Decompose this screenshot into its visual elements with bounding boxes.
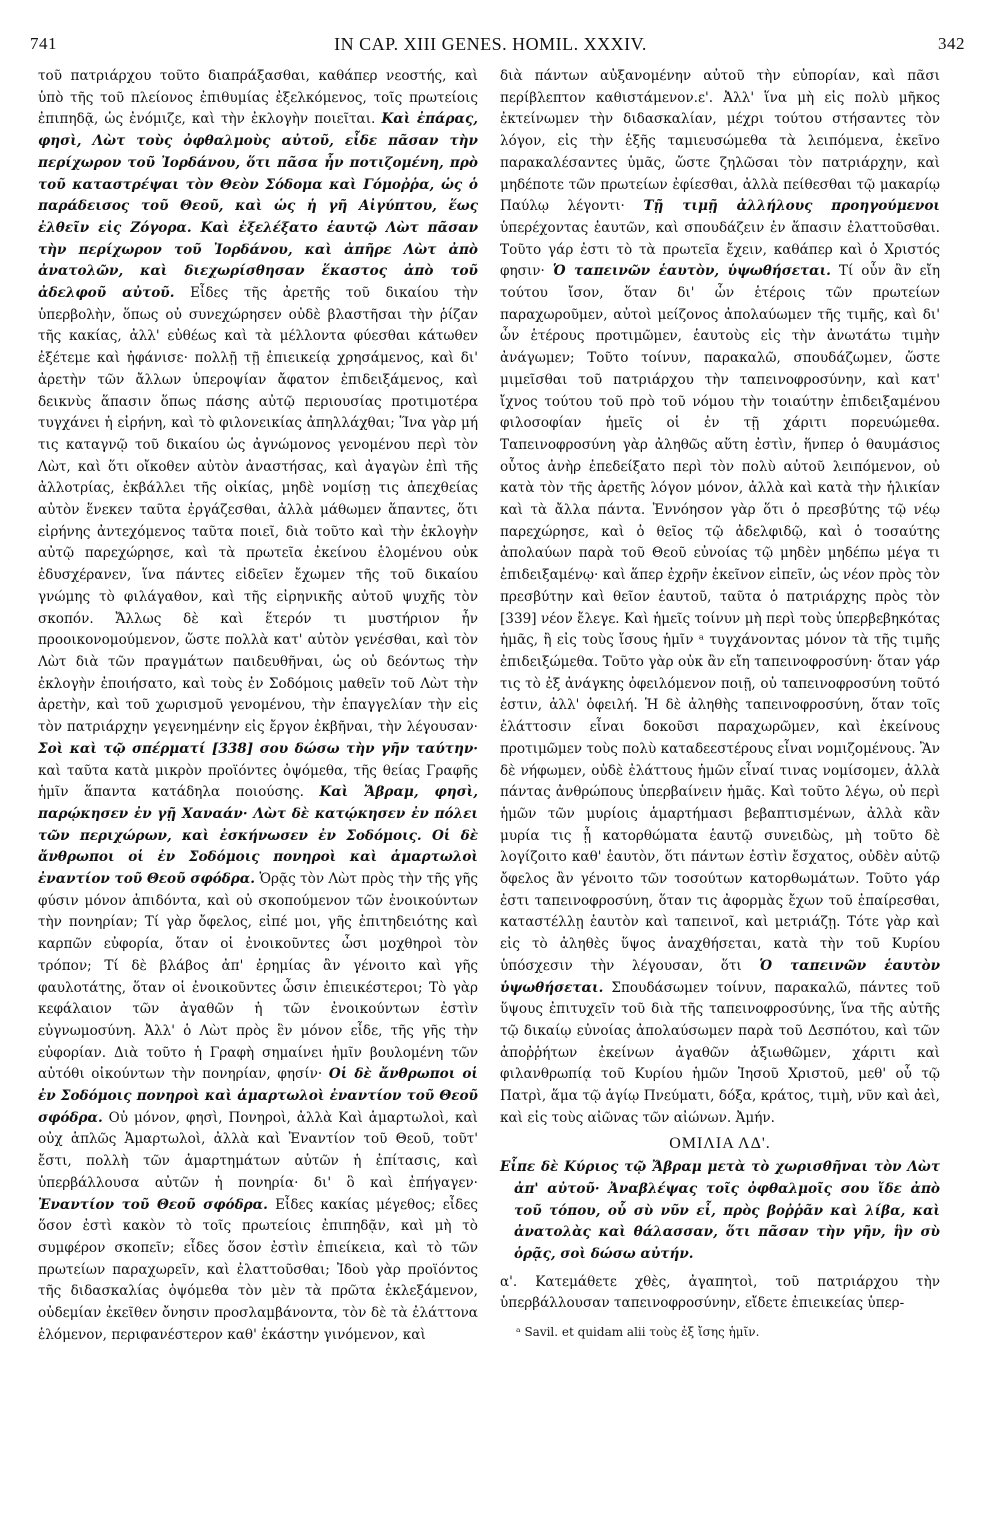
left-column-text [38,66,478,1346]
right-column-text [500,66,940,1129]
scripture-quote: Καὶ ἐπάρας, φησὶ, Λὼτ τοὺς ὀφθαλμοὺς αὐτοῦ, εἶδε πᾶσαν τὴν περίχωρον τοῦ Ἰορδάνου, ὅτι πᾶσα ἦν ποτιζομένη, πρὸ τοῦ καταστρέψαι τὸν Θεὸν Σόδομα καὶ Γόμοῤῥα, ὡς ὁ παράδεισος τοῦ Θεοῦ, καὶ ὡς ἡ γῆ Αἰγύπτου, ἕως ἐλθεῖν εἰς Ζόγορα. Καὶ ἐξελέξατο ἑαυτῷ Λὼτ πᾶσαν τὴν περίχωρον τοῦ Ἰορδάνου, καὶ ἀπῆρε Λὼτ ἀπὸ ἀνατολῶν, καὶ διεχωρίσθησαν ἕκαστος ἀπὸ τοῦ ἀδελφοῦ αὐτοῦ. [38,111,478,302]
text-run: καὶ ταῦτα κατὰ μικρὸν προϊόντες ὀψόμεθα, τῆς θείας Γραφῆς ἡμῖν ἅπαντα κατάδηλα ποιούσης. [38,762,478,801]
scripture-quote: Ὁ ταπεινῶν ἑαυτὸν ὑψωθήσεται. [500,957,940,996]
text-run: Εἶδες τῆς ἀρετῆς τοῦ δικαίου τὴν ὑπερβολὴν, ὅπως οὐ συνεχώρησεν οὐδὲ βλαστῆσαι τὴν ῥίζαν τῆς κακίας, ἀλλ' εὐθέως καὶ τὰ μέλλοντα φύεσθαι κάτωθεν ἐξέτεμε καὶ ἠφάνισε· πολλῇ τῇ ἐπιεικείᾳ χρησάμενος, καὶ δι' ἀρετὴν τῶν ἄλλων ὑπεροψίαν ἄφατον ἐπιδειξάμενος, καὶ δεικνὺς ἅπασιν ὅπως πάσης αὐτῷ περιουσίας προτιμοτέρα τυγχάνει ἡ εἰρήνη, καὶ τὸ φιλονεικίας ἀπηλλάχθαι; Ἵνα γὰρ μή τις καταγνῷ τοῦ δικαίου ὡς ἀγνώμονος γενομένου περὶ τὸν Λὼτ, καὶ ὅτι οἴκοθεν αὐτὸν ἀναστήσας, καὶ ἀγαγὼν ἐπὶ τῆς ἀλλοτρίας, ἐκβάλλει τῆς οἰκίας, μηδὲ νομίσῃ τις ἀπεχθείας αὐτὸν ἕνεκεν ταῦτα ἐργάζεσθαι, ἀλλὰ μάθωμεν ἅπαντες, ὅτι εἰρήνης ἀντεχόμενος ταῦτα ποιεῖ, διὰ τοῦτο καὶ τὴν ἐκλογὴν αὐτῷ παρεχώρησε, καὶ τὰ πρωτεῖα ἐκείνου ἑλομένου οὐκ ἐδυσχέρανεν, ἵνα πάντες εἰδεῖεν ἔχωμεν τῆς τοῦ δικαίου γνώμης τὸ φιλάγαθον, καὶ τῆς εἰρηνικῆς αὐτοῦ ψυχῆς τὸν σκοπόν. Ἄλλως δὲ καὶ ἕτερόν τι μυστήριον ἦν προοικονομούμενον, ὥστε πολλὰ κατ' αὐτὸν γενέσθαι, καὶ τὸν Λὼτ διὰ τῶν πραγμάτων παιδευθῆναι, ὡς οὐ δεόντως τὴν ἐκλογὴν ἐποιήσατο, καὶ τοὺς ἐν Σοδόμοις μαθεῖν τοῦ Λὼτ τὴν ἀρετὴν, καὶ τοῦ χωρισμοῦ γενομένου, τὴν ἐπαγγελίαν τὴν εἰς τὸν πατριάρχην γεγενημένην εἰς ἔργον ἐκβῆναι, τὴν λέγουσαν· [38,285,479,736]
text-run: ε'. Ἀλλ' ἵνα μὴ εἰς πολὺ μῆκος ἐκτείνωμεν τὴν διδασκαλίαν, μέχρι τούτου στήσαντες τὸν λόγον, εἰς τὴν ἑξῆς ταμιευσώμεθα τὰ λειπόμενα, ἐκεῖνο παρακαλέσαντες ὑμᾶς, ὥστε ζηλῶσαι τὸν πατριάρχην, καὶ μηδέποτε τῶν πρωτείων ἐφίεσθαι, ἀλλὰ πείθεσθαι τῷ μακαρίῳ Παύλῳ λέγοντι· [500,89,940,215]
text-run: ὑπερέχοντας ἑαυτῶν, καὶ σπουδάζειν ἐν ἅπασιν ἐλαττοῦσθαι. Τοῦτο γάρ ἐστι τὸ τὰ πρωτεῖα ἔχειν, καθάπερ καὶ ὁ Χριστός φησιν· [500,219,940,280]
homily-opening: α'. Κατεμάθετε χθὲς, ἀγαπητοὶ, τοῦ πατριάρχου τὴν ὑπερβάλλουσαν ταπεινοφροσύνην, εἴδετε ἐπιεικείας ὑπερ- [500,1273,940,1312]
page-number-right: 342 [938,34,965,53]
homily-summary: Εἶπε δὲ Κύριος τῷ Ἄβραμ μετὰ τὸ χωρισθῆναι τὸν Λὼτ ἀπ' αὐτοῦ· Ἀναβλέψας τοῖς ὀφθαλμοῖς σου ἴδε ἀπὸ τοῦ τόπου, οὗ σὺ νῦν εἶ, πρὸς βοῤῥᾶν καὶ λίβα, καὶ ἀνατολὰς καὶ θάλασσαν, ὅτι πᾶσαν τὴν γῆν, ἣν σὺ ὁρᾷς, σοὶ δώσω αὐτήν. [500,1159,940,1262]
running-title: IN CAP. XIII GENES. HOMIL. XXXIV. [334,34,647,54]
page-number-left: 741 [30,34,57,53]
left-column [38,66,478,1346]
homily-title: ΟΜΙΛΙΑ ΛΔ'. [669,1135,771,1153]
text-run: Οὐ μόνον, φησὶ, Πονηροὶ, ἀλλὰ Καὶ ἁμαρτωλοὶ, καὶ οὐχ ἁπλῶς Ἁμαρτωλοὶ, ἀλλὰ καὶ Ἐναντίον τοῦ Θεοῦ, τοῦτ' ἔστι, πολλὴ τῶν ἁμαρτημάτων αὐτῶν ἡ ἐπίτασις, καὶ ὑπερβάλλουσα αὐτῶν ἡ πονηρία· δι' ὃ καὶ ἐπήγαγεν· [38,1109,478,1191]
scripture-quote: Ἐναντίον τοῦ Θεοῦ σφόδρα. [38,1196,268,1213]
scripture-quote: Σοὶ καὶ τῷ σπέρματί [338] σου δώσω τὴν γῆν ταύτην· [38,740,478,757]
text-run: Εἶδες κακίας μέγεθος; εἶδες ὅσον ἐστὶ κακὸν τὸ τοῖς πρωτείοις ἐπιπηδᾷν, καὶ μὴ τὸ συμφέρον σκοπεῖν; εἶδες ὅσον ἐστὶν ἐπιείκεια, καὶ τὸ τῶν πρωτείων παραχωρεῖν, καὶ ἐλαττοῦσθαι; Ἰδοὺ γὰρ προϊόντος τῆς διδασκαλίας ὀψόμεθα τὸν μὲν τὰ πρῶτα ἐκλεξάμενον, οὐδεμίαν ἐκεῖθεν ὄνησιν προσλαμβάνοντα, τὸν δὲ τὰ ἐλάττονα ἑλόμενον, περιφανέστερον καθ' ἑκάστην γινόμενον, καὶ [38,1196,478,1343]
text-run: Σπουδάσωμεν τοίνυν, παρακαλῶ, πάντες τοῦ ὕψους ἐπιτυχεῖν τοῦ διὰ τῆς ταπεινοφροσύνης, ἵνα τῆς αὐτῆς τῷ δικαίῳ εὐνοίας ἀπολαύσωμεν παρὰ τοῦ Δεσπότου, καὶ τῶν ἀποῤῥήτων ἐκείνων ἀγαθῶν ἀξιωθῶμεν, χάριτι καὶ φιλανθρωπίᾳ τοῦ Κυρίου ἡμῶν Ἰησοῦ Χριστοῦ, μεθ' οὗ τῷ Πατρὶ, ἅμα τῷ ἁγίῳ Πνεύματι, δόξα, κράτος, τιμὴ, νῦν καὶ ἀεὶ, καὶ εἰς τοὺς αἰῶνας τῶν αἰώνων. Ἀμήν. [500,979,940,1126]
scripture-quote: Καὶ Ἄβραμ, φησὶ, παρῴκησεν ἐν γῇ Χαναάν· Λὼτ δὲ κατῴκησεν ἐν πόλει τῶν περιχώρων, καὶ ἐσκήνωσεν ἐν Σοδόμοις. Οἱ δὲ ἄνθρωποι οἱ ἐν Σοδόμοις πονηροὶ καὶ ἁμαρτωλοὶ ἐναντίον τοῦ Θεοῦ σφόδρα. [38,784,478,888]
text-run: διὰ πάντων αὐξανομένην αὐτοῦ τὴν εὐπορίαν, καὶ πᾶσι περίβλεπτον καθιστάμενον. [500,68,940,106]
footnote: ᵃ Savil. et quidam alii τοὺς ἐξ ἴσης ἡμῖν. [516,1325,760,1340]
scripture-quote: Τῇ τιμῇ ἀλλήλους προηγούμενοι [643,198,940,215]
scripture-quote: Οἱ δὲ ἄνθρωποι οἱ ἐν Σοδόμοις πονηροὶ καὶ ἁμαρτωλοὶ ἐναντίον τοῦ Θεοῦ σφόδρα. [38,1066,478,1126]
text-run: Ὁρᾷς τὸν Λὼτ πρὸς τὴν τῆς γῆς φύσιν μόνον ἀπιδόντα, καὶ οὐ σκοπούμενον τῶν ἐνοικούντων τὴν πονηρίαν; Τί γὰρ ὄφελος, εἰπέ μοι, γῆς ἐπιτηδειότης καὶ καρπῶν εὐφορία, ὅταν οἱ ἐνοικοῦντες ὦσι μοχθηροὶ τὸν τρόπον; Τί δὲ βλάβος ἀπ' ἐρημίας ἂν γένοιτο καὶ γῆς φαυλοτάτης, ὅταν οἱ ἐνοικοῦντες ὦσιν ἐπιεικέστεροι; Τὸ γὰρ κεφάλαιον τῶν ἀγαθῶν ἡ τῶν ἐνοικούντων ἐστὶν εὐγνωμοσύνη. Ἀλλ' ὁ Λὼτ πρὸς ἓν μόνον εἶδε, τῆς γῆς τὴν εὐφορίαν. Διὰ τοῦτο ἡ Γραφὴ σημαίνει ἡμῖν βουλομένη τῶν αὐτόθι οἰκούντων τὴν πονηρίαν, φησίν· [38,871,479,1083]
text-run: Τί οὖν ἂν εἴη τούτου ἴσον, ὅταν δι' ὧν ἑτέροις τῶν πρωτείων παραχωροῦμεν, αὐτοὶ μείζονος ἀπολαύωμεν τῆς τιμῆς, καὶ δι' ὧν ἑτέρους προτιμῶμεν, ἑαυτοὺς εἰς τὴν ἀνωτάτω τιμὴν ἀνάγωμεν; Τοῦτο τοίνυν, παρακαλῶ, σπουδάζωμεν, ὥστε μιμεῖσθαι τοῦ πατριάρχου τὴν ταπεινοφροσύνην, καὶ κατ' ἴχνος τούτου τοῦ πρὸ τοῦ νόμου τὴν τοιαύτην ἐπιδειξαμένου φιλοσοφίαν ἡμεῖς οἱ ἐν τῇ χάριτι πορευώμεθα. Ταπεινοφροσύνη γὰρ ἀληθῶς αὕτη ἐστὶν, ἥνπερ ὁ θαυμάσιος οὗτος ἀνὴρ ἐπεδείξατο περὶ τὸν πολὺ αὐτοῦ λειπόμενον, οὐ κατὰ τὸν τῆς ἀρετῆς λόγον μόνον, ἀλλὰ καὶ κατὰ τὴν ἡλικίαν καὶ τὰ ἄλλα πάντα. Ἐννόησον γὰρ ὅτι ὁ πρεσβύτης τῷ νέῳ παρεχώρησε, καὶ ὁ θεῖος τῷ ἀδελφιδῷ, καὶ ὁ τοσαύτης ἀπολαύων παρὰ τοῦ Θεοῦ εὐνοίας τῷ μηδὲν μηδέπω μέγα τι ἐπιδειξαμένῳ· καὶ ἅπερ ἐχρῆν ἐκεῖνον εἰπεῖν, ὡς νέον πρὸς τὸν πρεσβύτην καὶ θεῖον ἑαυτοῦ, ταῦτα ὁ πατριάρχης πρὸς τὸν [339] νέον ἔλεγε. Καὶ ἡμεῖς τοίνυν μὴ περὶ τοὺς ὑπερβεβηκότας ἡμᾶς, ἢ εἰς τοὺς ἴσους ἡμῖν ᵃ τυγχάνοντας μόνον τὰ τῆς τιμῆς ἐπιδειξώμεθα. Τοῦτο γὰρ οὐκ ἂν εἴη ταπεινοφροσύνη· ὅταν γάρ τις τὸ ἐξ ἀνάγκης ὀφειλόμενον ποιῇ, οὐ ταπεινοφροσύνη τοῦτό ἐστιν, ἀλλ' ὀφειλή. Ἡ δὲ ἀληθὴς ταπεινοφροσύνη, ὅταν τοῖς ἐλάττοσιν εἶναι δοκοῦσι παραχωρῶμεν, καὶ ἐκείνους προτιμῶμεν τοὺς πολὺ καταδεεστέρους εἶναι νομιζομένους. Ἂν δὲ νήφωμεν, οὐδὲ ἐλάττους ἡμῶν εἶναί τινας νομίσομεν, ἀλλὰ πάντας ἀνθρώπους ὑπερβαίνειν ἡμᾶς. Καὶ τοῦτο λέγω, οὐ περὶ ἡμῶν τῶν μυρίοις ἁμαρτήμασι βεβαπτισμένων, ἀλλὰ κἂν μυρία τις ᾖ κατορθώματα ἑαυτῷ συνειδὼς, μὴ τοῦτο δὲ λογίζοιτο καθ' ἑαυτὸν, ὅτι πάντων ἐστὶν ἔσχατος, οὐδὲν αὐτῷ ὄφελος ἂν γένοιτο τῶν τοσούτων κατορθωμάτων. Τοῦτο γάρ ἐστι ταπεινοφροσύνη, ὅταν τις ἀφορμὰς ἔχων τοῦ ἐπαίρεσθαι, καταστέλλῃ ἑαυτὸν καὶ ταπεινοῖ, καὶ μετριάζῃ. Τότε γὰρ καὶ εἰς τὸ ἀληθὲς ὕψος ἀναχθήσεται, κατὰ τὴν τοῦ Κυρίου ὑπόσχεσιν τὴν λέγουσαν, ὅτι [500,263,940,974]
right-column [500,66,940,1341]
page-header [0,34,981,60]
text-run: τοῦ πατριάρχου τοῦτο διαπράξασθαι, καθάπερ νεοστής, καὶ ὑπὸ τῆς τοῦ πλείονος ἐπιθυμίας ἐξελκόμενος, τοῖς πρωτείοις ἐπιπηδᾷ, ὡς ἐνόμιζε, καὶ τὴν ἐκλογὴν ποιεῖται. [38,68,478,128]
scripture-quote: Ὁ ταπεινῶν ἑαυτὸν, ὑψωθήσεται. [552,263,831,280]
